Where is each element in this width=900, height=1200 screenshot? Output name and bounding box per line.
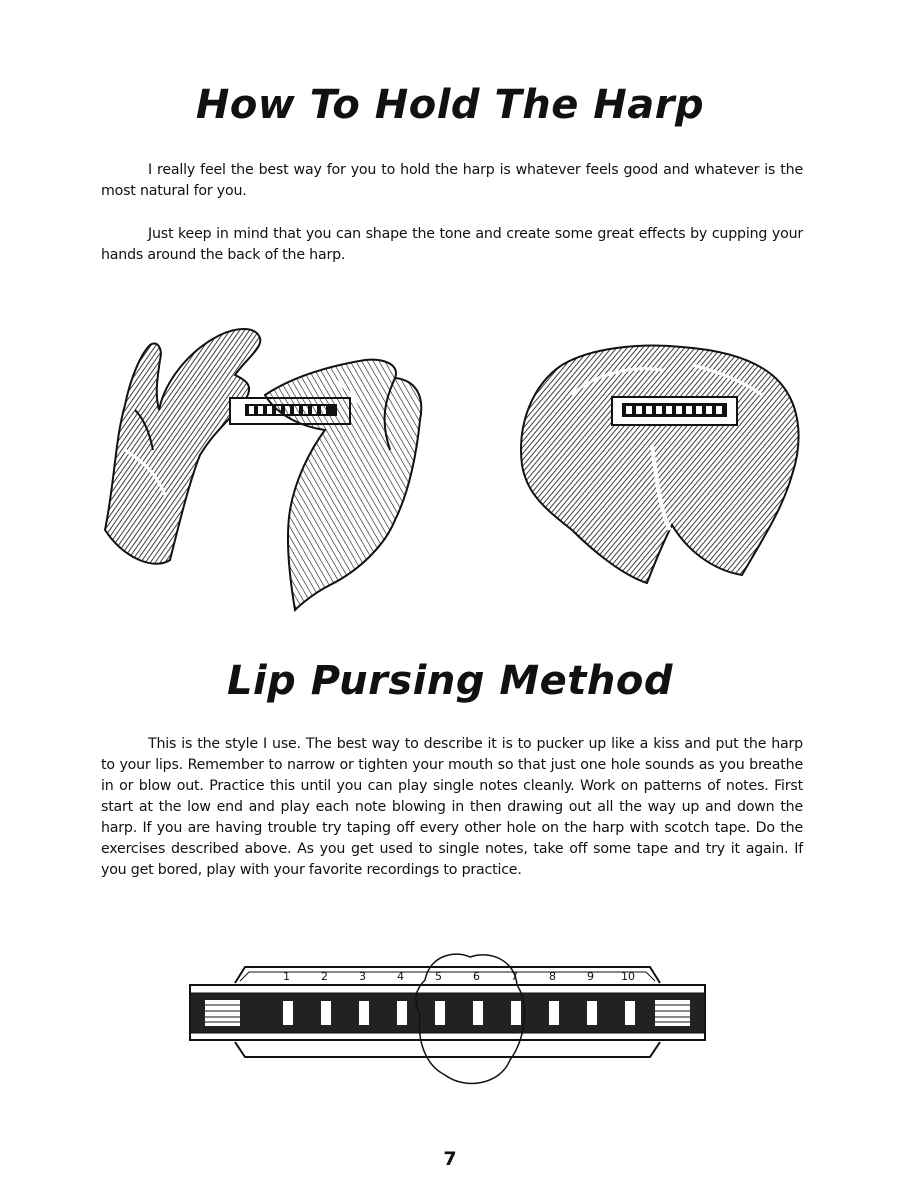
hands-holding-harp-illustration <box>95 320 445 615</box>
hole-number: 6 <box>473 970 480 983</box>
hole-number: 9 <box>587 970 594 983</box>
paragraph-hold-2: Just keep in mind that you can shape the tone and create some great effects by cupping your hands around the back of the harp. <box>101 226 803 263</box>
hole-number: 5 <box>435 970 442 983</box>
cupped-hands-illustration <box>512 335 807 585</box>
paragraph-lip-pursing: This is the style I use. The best way to describe it is to pucker up like a kiss and put the harp to your lips. Remember to narrow or tighten your mouth so that just one hole sounds as you breathe in or blow out. Practice this until you can play single notes cleanly. Work on patterns of notes. First start at the low end and play each note blowing in then drawing out all the way up and down the harp. If you are having trouble try taping off every other hole on the harp with scotch tape. Do the exercises described above. As you get used to single notes, take off some tape and try it again. If you get bored, play with your favorite recordings to practice. <box>101 736 803 878</box>
hole-number: 3 <box>359 970 366 983</box>
hole-number: 7 <box>511 970 518 983</box>
section-title-how-to-hold: How To Hold The Harp <box>195 82 705 128</box>
hole-number: 4 <box>397 970 404 983</box>
section-title-lip-pursing: Lip Pursing Method <box>226 658 674 704</box>
hole-number: 8 <box>549 970 556 983</box>
hole-number: 2 <box>321 970 328 983</box>
harmonica-hole-diagram <box>185 945 710 1095</box>
page-number: 7 <box>443 1148 457 1170</box>
hole-number: 10 <box>621 970 635 983</box>
paragraph-hold-1: I really feel the best way for you to hold the harp is whatever feels good and whatever is the most natural for you. <box>101 162 803 199</box>
hole-number: 1 <box>283 970 290 983</box>
